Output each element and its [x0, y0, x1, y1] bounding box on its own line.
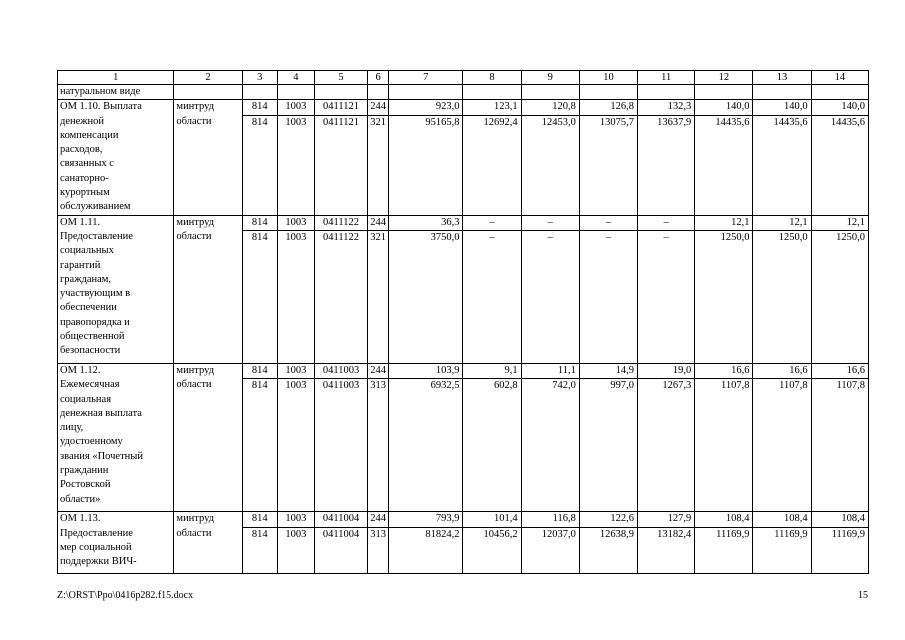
value-cell: 101,4 — [463, 512, 521, 527]
value-cell: 12,1 — [753, 215, 811, 230]
value-cell: 1003 — [277, 363, 314, 378]
header-cell: 3 — [242, 71, 277, 85]
value-cell: 12037,0 — [521, 527, 579, 573]
measure-name-line: поддержки ВИЧ- — [60, 556, 137, 568]
value-cell: 1003 — [277, 100, 314, 115]
value-cell: 12,1 — [811, 215, 868, 230]
value-cell: 814 — [242, 363, 277, 378]
value-cell: 0411122 — [314, 215, 367, 230]
measure-name-line: Предоставление — [60, 527, 133, 539]
value-cell: 923,0 — [389, 100, 463, 115]
measure-name-line: санаторно- — [60, 172, 109, 184]
measure-name-line: ОМ 1.10. Выплата — [60, 101, 142, 113]
value-cell: 997,0 — [579, 379, 637, 512]
measure-name-line: лицу, — [60, 422, 84, 434]
measure-name-cell: натуральном виде — [58, 85, 174, 100]
measure-name-line: звания «Почетный — [60, 450, 143, 462]
executor-cell — [174, 512, 242, 573]
measure-name-line: обслуживанием — [60, 201, 131, 213]
value-cell: 108,4 — [695, 512, 753, 527]
value-cell: 814 — [242, 230, 277, 363]
measure-name-line: обеспечении — [60, 302, 117, 314]
page-number: 15 — [858, 590, 868, 601]
header-cell: 11 — [638, 71, 695, 85]
value-cell: 116,8 — [521, 512, 579, 527]
value-cell: 244 — [368, 512, 389, 527]
value-cell: 1003 — [277, 512, 314, 527]
value-cell: – — [638, 215, 695, 230]
value-cell: 123,1 — [463, 100, 521, 115]
value-cell: 602,8 — [463, 379, 521, 512]
value-cell: 122,6 — [579, 512, 637, 527]
measure-name-line: гражданам, — [60, 273, 112, 285]
value-cell: 132,3 — [638, 100, 695, 115]
measure-name-line: расходов, — [60, 144, 103, 156]
value-cell: 12638,9 — [579, 527, 637, 573]
value-cell: 120,8 — [521, 100, 579, 115]
executor-line: минтруд — [176, 101, 215, 113]
value-cell: 11169,9 — [753, 527, 811, 573]
measure-name-line: денежной — [60, 115, 105, 127]
value-cell: – — [463, 230, 521, 363]
value-cell: 3750,0 — [389, 230, 463, 363]
header-cell: 2 — [174, 71, 242, 85]
value-cell: – — [521, 230, 579, 363]
header-cell: 7 — [389, 71, 463, 85]
value-cell: 16,6 — [753, 363, 811, 378]
value-cell: 1003 — [277, 230, 314, 363]
value-cell: 1003 — [277, 379, 314, 512]
measure-name-cell — [58, 215, 174, 363]
measure-name-line: компенсации — [60, 129, 119, 141]
measure-name-line: связанных с — [60, 158, 114, 170]
measure-name-line: удостоенному — [60, 436, 123, 448]
value-cell: 11,1 — [521, 363, 579, 378]
value-cell: 1003 — [277, 527, 314, 573]
measure-name-line: ОМ 1.11. — [60, 216, 101, 228]
value-cell: – — [579, 230, 637, 363]
value-cell: – — [579, 215, 637, 230]
value-cell: 244 — [368, 363, 389, 378]
measure-name-cell — [58, 363, 174, 511]
value-cell: 12692,4 — [463, 115, 521, 215]
executor-line: области — [176, 115, 212, 127]
header-cell: 12 — [695, 71, 753, 85]
value-cell: 12,1 — [695, 215, 753, 230]
header-cell: 6 — [368, 71, 389, 85]
measure-name-line: Предоставление — [60, 230, 133, 242]
value-cell: 14,9 — [579, 363, 637, 378]
measure-name-line: Ростовской — [60, 479, 111, 491]
value-cell: 1250,0 — [695, 230, 753, 363]
header-cell: 13 — [753, 71, 811, 85]
value-cell: 244 — [368, 215, 389, 230]
measure-name-line: социальная — [60, 393, 112, 405]
value-cell: 13637,9 — [638, 115, 695, 215]
measure-name-cell — [58, 512, 174, 573]
carry-over-row — [58, 85, 869, 100]
value-cell: 313 — [368, 527, 389, 573]
measure-name-line: мер социальной — [60, 541, 132, 553]
value-cell: 95165,8 — [389, 115, 463, 215]
value-cell: 0411121 — [314, 100, 367, 115]
value-cell: 36,3 — [389, 215, 463, 230]
value-cell: 140,0 — [811, 100, 868, 115]
value-cell: 742,0 — [521, 379, 579, 512]
value-cell: – — [638, 230, 695, 363]
value-cell: 81824,2 — [389, 527, 463, 573]
value-cell: 11169,9 — [695, 527, 753, 573]
measure-name-line: гражданин — [60, 465, 109, 477]
value-cell: 814 — [242, 512, 277, 527]
value-cell: 126,8 — [579, 100, 637, 115]
value-cell: 140,0 — [753, 100, 811, 115]
header-cell: 8 — [463, 71, 521, 85]
measure-name-line: социальных — [60, 245, 114, 257]
value-cell: 0411121 — [314, 115, 367, 215]
value-cell: 127,9 — [638, 512, 695, 527]
table-row — [58, 100, 869, 115]
value-cell: 0411004 — [314, 527, 367, 573]
measure-name-line: участвующим в — [60, 288, 131, 300]
header-cell: 4 — [277, 71, 314, 85]
measure-name-line: курортным — [60, 187, 110, 199]
value-cell: 11169,9 — [811, 527, 868, 573]
value-cell: 814 — [242, 527, 277, 573]
value-cell: – — [521, 215, 579, 230]
footer-file-path: Z:\ORST\Ppo\0416p282.f15.docx — [57, 590, 194, 601]
value-cell: 16,6 — [695, 363, 753, 378]
header-cell: 9 — [521, 71, 579, 85]
value-cell: 0411003 — [314, 379, 367, 512]
executor-line: минтруд — [176, 513, 215, 525]
header-cell: 14 — [811, 71, 868, 85]
table-row — [58, 363, 869, 378]
value-cell: 814 — [242, 215, 277, 230]
value-cell: 0411003 — [314, 363, 367, 378]
value-cell: 1107,8 — [695, 379, 753, 512]
measure-name-line: области» — [60, 493, 101, 505]
value-cell: 103,9 — [389, 363, 463, 378]
value-cell: 1267,3 — [638, 379, 695, 512]
value-cell: 13075,7 — [579, 115, 637, 215]
value-cell: 9,1 — [463, 363, 521, 378]
executor-cell — [174, 363, 242, 511]
executor-line: области — [176, 230, 212, 242]
value-cell: 1003 — [277, 215, 314, 230]
budget-table — [57, 70, 869, 574]
value-cell: 1003 — [277, 115, 314, 215]
executor-cell — [174, 100, 242, 215]
table-row — [58, 512, 869, 527]
header-cell: 5 — [314, 71, 367, 85]
value-cell: 6932,5 — [389, 379, 463, 512]
value-cell: 793,9 — [389, 512, 463, 527]
value-cell: 814 — [242, 100, 277, 115]
value-cell: 140,0 — [695, 100, 753, 115]
measure-name-line: правопорядка и — [60, 316, 130, 328]
measure-name-line: ОМ 1.13. — [60, 513, 101, 525]
measure-name-line: гарантий — [60, 259, 101, 271]
header-cell: 1 — [58, 71, 174, 85]
value-cell: 0411122 — [314, 230, 367, 363]
header-cell: 10 — [579, 71, 637, 85]
value-cell: 14435,6 — [753, 115, 811, 215]
value-cell: 244 — [368, 100, 389, 115]
measure-name-cell — [58, 100, 174, 215]
value-cell: 1107,8 — [753, 379, 811, 512]
table-row — [58, 215, 869, 230]
value-cell: 13182,4 — [638, 527, 695, 573]
value-cell: 14435,6 — [695, 115, 753, 215]
value-cell: 12453,0 — [521, 115, 579, 215]
value-cell: 108,4 — [811, 512, 868, 527]
executor-cell — [174, 215, 242, 363]
value-cell: 16,6 — [811, 363, 868, 378]
value-cell: 1250,0 — [811, 230, 868, 363]
value-cell: 1107,8 — [811, 379, 868, 512]
value-cell: 321 — [368, 115, 389, 215]
column-number-row — [58, 71, 869, 85]
value-cell: 1250,0 — [753, 230, 811, 363]
value-cell: 0411004 — [314, 512, 367, 527]
value-cell: 814 — [242, 379, 277, 512]
value-cell: 321 — [368, 230, 389, 363]
measure-name-line: Ежемесячная — [60, 379, 120, 391]
measure-name-line: денежная выплата — [60, 407, 142, 419]
value-cell: 814 — [242, 115, 277, 215]
executor-line: минтруд — [176, 216, 215, 228]
value-cell: 10456,2 — [463, 527, 521, 573]
measure-name-line: ОМ 1.12. — [60, 364, 101, 376]
executor-line: минтруд — [176, 364, 215, 376]
measure-name-line: безопасности — [60, 345, 121, 357]
value-cell: 14435,6 — [811, 115, 868, 215]
value-cell: 108,4 — [753, 512, 811, 527]
value-cell: – — [463, 215, 521, 230]
measure-name-line: общественной — [60, 331, 125, 343]
executor-line: области — [176, 379, 212, 391]
table-body — [58, 71, 869, 574]
executor-line: области — [176, 527, 212, 539]
value-cell: 313 — [368, 379, 389, 512]
value-cell: 19,0 — [638, 363, 695, 378]
